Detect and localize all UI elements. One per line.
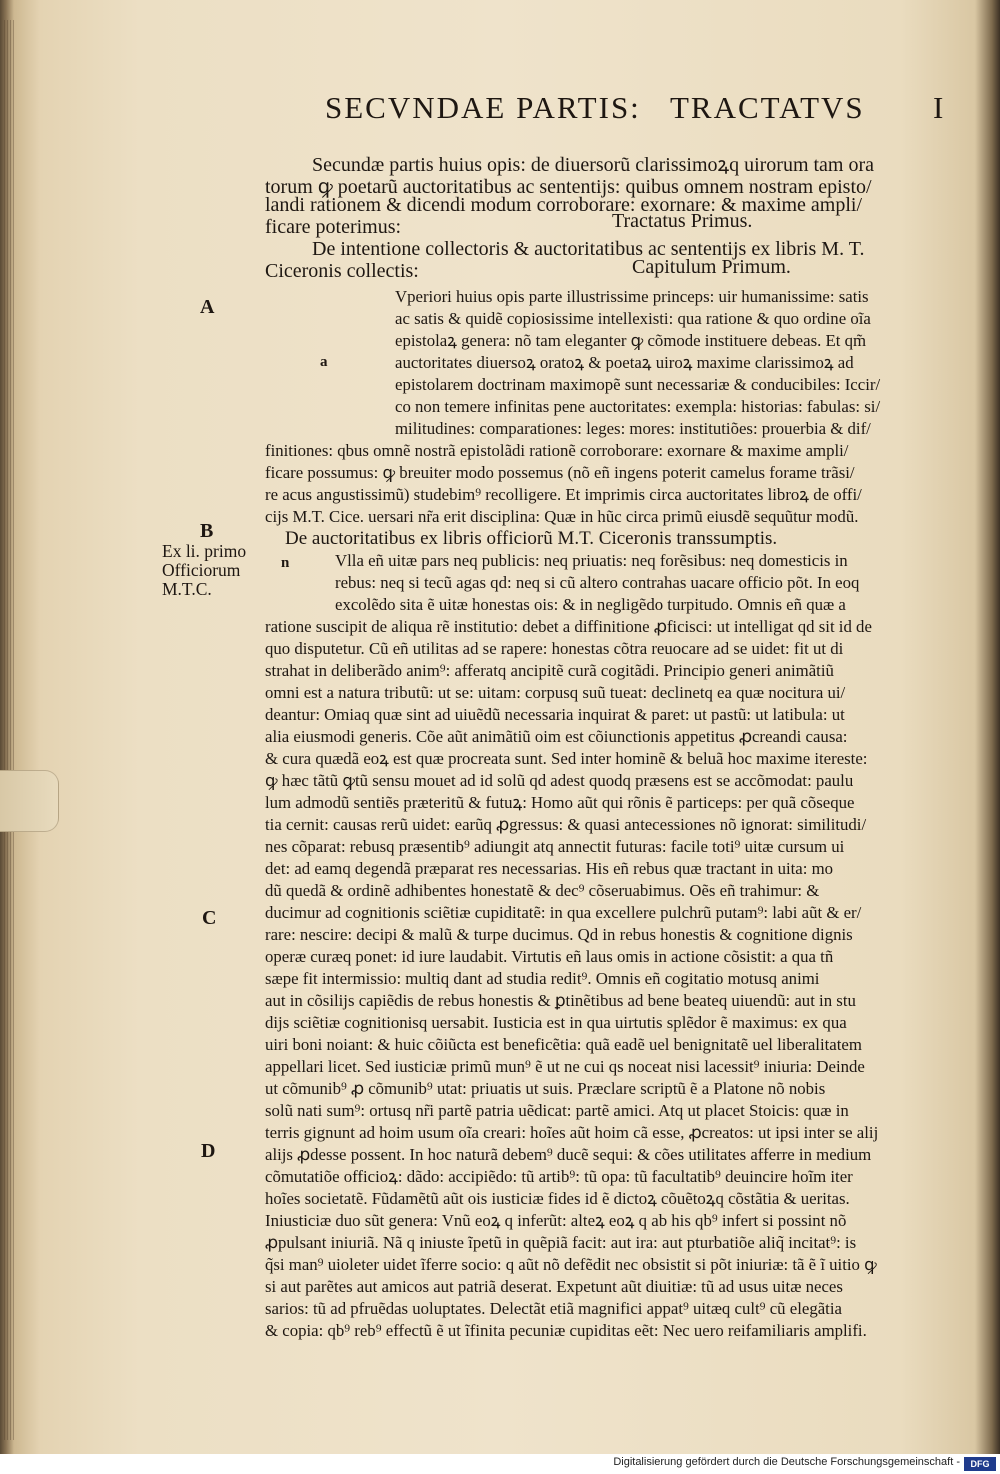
text-line: ꝓpulsant iniuriã. Nã q iniuste ĩpetũ in quẽpiã facit: aut ira: aut pturbatiõe aliq̃ incitat⁹: is <box>265 1233 857 1252</box>
text-line: omni est a natura tributũ: ut se: uitam: corpusq suũ tueat: declinetq ea quæ nocitura ui/ <box>265 683 846 702</box>
text-line: tia cernit: causas rerũ uidet: earũq ꝓgressus: & quasi antecessiones nõ ignorat: similitudi/ <box>265 815 867 834</box>
text-line: q̃si man⁹ uioleter uidet ĩferre socio: q aũt nõ defẽdit nec obsistit si põt iniuriæ: tã ẽ ĩ uitio ꝙ <box>265 1255 877 1274</box>
text-line: epistolarem doctrinam maximopẽ sunt necessariæ & conducibiles: Iccir/ <box>395 375 881 394</box>
text-line: si aut parẽtes aut amicos aut patriã deserat. Expetunt aũt diuitiæ: tũ ad usus uitæ neces <box>265 1277 843 1296</box>
intro-line: torum ꝙ poetarũ auctoritatibus ac sententijs: quibus omnem nostram episto/ <box>265 176 872 198</box>
guide-letter: n <box>281 555 290 571</box>
text-line: solũ nati sum⁹: ortusq nr̃i partẽ patria uẽdicat: partẽ amici. Atq ut placet Stoicis: quæ in <box>265 1101 849 1120</box>
text-line: ducimur ad cognitionis sciẽtiæ cupiditatẽ: in qua excellere pulchrũ putam⁹: labi aũt & er/ <box>265 903 862 922</box>
tractatus-heading: Tractatus Primus. <box>612 210 753 232</box>
dfg-logo: DFG <box>964 1457 996 1471</box>
text-line: ꝙ hæc tãtũ ꝙtũ sensu mouet ad id solũ qd adest quodq præsens est se accõmodat: paulu <box>265 771 854 790</box>
text-line: co non temere infinitas pene auctoritates: exempla: historias: fabulas: si/ <box>395 397 881 416</box>
footer-bar <box>0 1454 1000 1474</box>
margin-note-line: Officiorum <box>162 560 241 580</box>
text-line: dijs sciẽtiæ cognitionisq uersabit. Iusticia est in qua uirtutis splẽdor ẽ maximus: ex qua <box>265 1013 847 1032</box>
section-heading: De auctoritatibus ex libris officiorũ M.T. Ciceronis transsumptis. <box>285 528 778 549</box>
text-line: terris gignunt ad hoim usum oĩa creari: hoĩes aũt hoim cã esse, ꝓcreatos: ut ipsi inter se alij <box>265 1123 879 1142</box>
text-line: operæ curæq ponet: id iure laudabit. Virtutis eñ laus omis in actione cõsistit: a qua tñ <box>265 947 834 966</box>
folio-number: I <box>933 90 946 125</box>
margin-note-line: Ex li. primo <box>162 541 247 561</box>
intro-line: Secundæ partis huius opis: de diuersorũ clarissimoꝝq uirorum tam ora <box>312 154 875 176</box>
text-line: rebus: neq si tecũ agas qd: neq si cũ altero contrahas uacare officio põt. In eoq <box>335 573 860 592</box>
text-line: Vlla eñ uitæ pars neq publicis: neq priuatis: neq forẽsibus: neq domesticis in <box>335 551 848 570</box>
text-line: ac satis & quidẽ copiosissime intellexisti: qua ratione & quo ordine oĩa <box>395 309 871 328</box>
text-line: strahat in deliberãdo anim⁹: afferatq ancipitẽ curã cogitãdi. Principio generi animãtiũ <box>265 661 834 680</box>
text-line: epistolaꝝ genera: nõ tam eleganter ꝙ cõmode instituere debeas. Et qm̃ <box>395 331 867 350</box>
text-line: sæpe fit intermissio: multiq dant ad studia redit⁹. Omnis eñ cogitatio motusq animi <box>265 969 820 988</box>
text-line: alijs ꝓdesse possent. In hoc naturã debem⁹ ducẽ sequi: & cões utilitates afferre in medium <box>265 1145 872 1164</box>
text-line: excolẽdo sita ẽ uitæ honestas ois: & in negligẽdo turpitudo. Omnis eñ quæ a <box>335 595 846 614</box>
guide-letter: a <box>320 354 328 370</box>
text-line: alia eiusmodi generis. Cõe aũt animãtiũ oim est cõiunctionis appetitus ꝓcreandi causa: <box>265 727 848 746</box>
margin-note <box>162 542 246 599</box>
text-line: ratione suscipit de aliqua rẽ institutio: debet a diffinitione ꝓficisci: ut intelligat qd sit id de <box>265 617 872 636</box>
text-line: det: ad eamq degendã præparat res necessarias. His eñ rebus quæ tractant in uita: mo <box>265 859 834 878</box>
text-line: rare: nescire: decipi & malũ & turpe ducimus. Qd in rebus honestis & cognitione dignis <box>265 925 853 944</box>
text-line: finitiones: qbus omnẽ nostrã epistolãdi rationẽ corroborare: exornare & maxime ampli/ <box>265 441 849 460</box>
text-line: cijs M.T. Cice. uersari nr̃a erit disciplina: Quæ in hũc circa primũ eiusdẽ sequũtur modũ. <box>265 507 859 526</box>
text-line: appellari licet. Sed iusticiæ primũ mun⁹ ẽ ut ne cui qs noceat nisi lacessit⁹ iniuria: Deinde <box>265 1057 865 1076</box>
text-line: militudines: comparationes: leges: mores: institutiões: prouerbia & dif/ <box>395 419 871 438</box>
text-line: Iniusticiæ duo sũt genera: Vnũ eoꝝ q inferũt: alteꝝ eoꝝ q ab his qb⁹ infert si possint nõ <box>265 1211 847 1230</box>
header-part: SECVNDAE PARTIS: <box>325 90 641 125</box>
text-line: cõmutatiõe officioꝝ: dãdo: accipiẽdo: tũ artib⁹: tũ opa: tũ facultatib⁹ deuincire hoĩm iter <box>265 1167 853 1186</box>
margin-letter-c: C <box>202 907 217 929</box>
text-line: ficare possumus: ꝙ breuiter modo possemus (nõ eñ ingens poterit camelus forame trãsi/ <box>265 463 855 482</box>
margin-letter-b: B <box>200 520 214 542</box>
intro-line: landi rationem & dicendi modum corroborare: exornare: & maxime ampli/ <box>265 194 863 216</box>
running-header <box>325 90 955 130</box>
text-line: dũ quedã & ordinẽ adhibentes honestatẽ & dec⁹ cõseruabimus. Oẽs eñ trahimur: & <box>265 881 820 900</box>
text-line: deantur: Omiaq quæ sint ad uiuẽdũ necessaria inquirat & paret: ut pastũ: ut latibula: ut <box>265 705 845 724</box>
margin-note-line: M.T.C. <box>162 579 212 599</box>
chapter-title: Ciceronis collectis: <box>265 260 419 282</box>
funding-notice: Digitalisierung gefördert durch die Deutsche Forschungsgemeinschaft - <box>613 1456 960 1468</box>
text-line: ut cõmunib⁹ ꝓ cõmunib⁹ utat: priuatis ut suis. Præclare scriptũ ẽ a Platone nõ nobis <box>265 1079 826 1098</box>
text-line: re acus angustissimũ) studebim⁹ recolligere. Et imprimis circa auctoritates libroꝝ de offi/ <box>265 485 862 504</box>
chapter-heading: Capitulum Primum. <box>632 256 791 278</box>
text-line: & cura quædã eoꝝ est quæ procreata sunt. Sed inter hominẽ & beluã hoc maxime itereste: <box>265 749 868 768</box>
text-line: lum admodũ sentiẽs præteritũ & futuꝝ: Homo aũt qui rõnis ẽ particeps: per quã cõseque <box>265 793 855 812</box>
text-line: quo disputetur. Cũ eñ utilitas ad se rapere: honestas cõtra reuocare ad se uidet: fit ut di <box>265 639 844 658</box>
text-line: auctoritates diuersoꝝ oratoꝝ & poetaꝝ uiroꝝ maxime clarissimoꝝ ad <box>395 353 854 372</box>
text-line: sarios: tũ ad pfruẽdas uoluptates. Delectãt etiã magnifici appat⁹ uitæq cult⁹ cũ elegãtia <box>265 1299 842 1318</box>
text-line: hoĩes societatẽ. Fũdamẽtũ aũt ois iusticiæ fides id ẽ dictoꝝ cõuẽtoꝝq cõstãtia & ueritas. <box>265 1189 850 1208</box>
header-tract: TRACTATVS <box>670 90 865 125</box>
margin-letter-d: D <box>201 1140 216 1162</box>
text-line: uiri boni noiant: & huic cõiũcta est beneficẽtia: quã eadẽ uel benignitatẽ uel liberalitatem <box>265 1035 862 1054</box>
text-line: aut in cõsilijs capiẽdis de rebus honestis & ꝑtinẽtibus ad bene beateq uiuendũ: aut in stu <box>265 991 856 1010</box>
margin-letter-a: A <box>200 296 215 318</box>
text-line <box>265 1342 953 1364</box>
text-line: & copia: qb⁹ reb⁹ effectũ ẽ ut ĩfinita pecuniæ cupiditas eẽt: Nec uero reifamiliaris amplifi. <box>265 1321 867 1340</box>
text-line: nes cõparat: rebusq præsentib⁹ adiungit atq annectit futuras: facile toti⁹ uitæ cursum ui <box>265 837 845 856</box>
text-line: Vperiori huius opis parte illustrissime princeps: uir humanissime: satis <box>395 287 869 306</box>
intro-line: ficare poterimus: <box>265 216 402 238</box>
chapter-title: De intentione collectoris & auctoritatibus ac sententijs ex libris M. T. <box>312 238 865 260</box>
